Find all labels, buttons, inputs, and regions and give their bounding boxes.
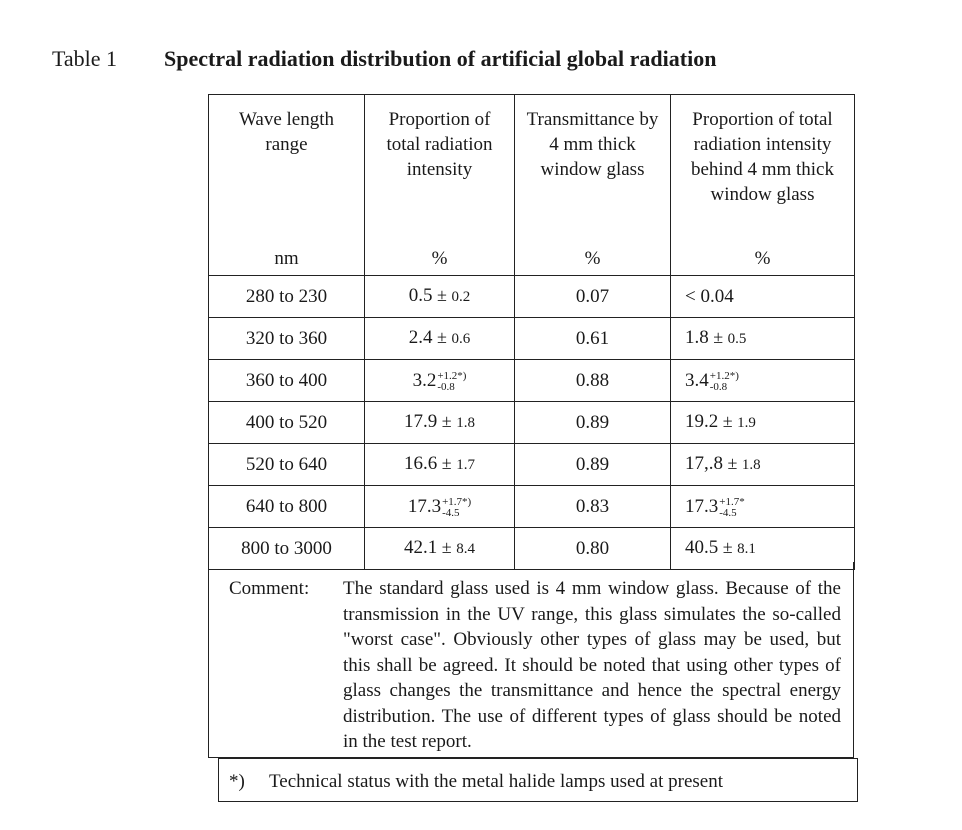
tolerance-value: 1.7 [456,457,475,473]
cell-transmittance: 0.80 [515,528,671,570]
table-row [209,276,855,318]
unit-percent: % [431,248,448,269]
value-main: 42.1 [404,537,438,558]
table-row [209,444,855,486]
plus-minus-sign: ± [432,285,452,305]
value-main: 17.3 [685,496,719,517]
col-header-transmittance: Transmittance by 4 mm thick window glass % [515,95,671,276]
tolerance-value: 8.1 [737,541,756,557]
tolerance-value: 0.5 [727,331,747,347]
cell-wavelength-range: 800 to 3000 [209,528,365,570]
plus-minus-sign: ± [718,537,738,557]
plus-minus-sign: ± [723,453,742,473]
tolerance-lower: -4.5 [719,506,737,519]
cell-proportion [365,402,515,444]
tolerance-lower: -4.5 [442,506,460,519]
value-main: 19.2 [685,411,719,432]
plus-minus-sign: ± [437,537,457,557]
cell-proportion [365,360,515,402]
col-header-proportion: Proportion of total radiation intensity % [365,95,515,276]
plus-minus-sign: ± [432,327,452,347]
unit-nm: nm [274,248,299,269]
plus-minus-tolerance [708,327,747,347]
value-main: 17.9 [404,411,438,432]
plus-minus-tolerance [437,411,475,431]
plus-minus-sign: ± [437,453,457,473]
tolerance-lower: -0.8 [709,380,728,393]
tolerance-upper: +1.7*) [442,495,472,508]
table-title: Spectral radiation distribution of artificial global radiation [164,46,717,71]
cell-proportion-behind [671,486,855,528]
plus-minus-sign: ± [708,327,728,347]
header-row [209,95,855,276]
cell-proportion [365,486,515,528]
cell-proportion [365,318,515,360]
table-row [209,318,855,360]
cell-wavelength-range: 640 to 800 [209,486,365,528]
tolerance-value: 0.2 [451,289,471,305]
cell-wavelength-range: 320 to 360 [209,318,365,360]
footnote-mark: *) [229,771,245,792]
cell-proportion-behind [671,276,855,318]
tolerance-upper: +1.2*) [437,369,467,382]
cell-transmittance: 0.89 [515,402,671,444]
cell-proportion-behind [671,318,855,360]
spectral-table [208,94,855,570]
col-header-wavelength: Wave length range nm [209,95,365,276]
cell-transmittance: 0.89 [515,444,671,486]
tolerance-value: 1.8 [456,415,475,431]
tolerance-value: 0.6 [451,331,471,347]
cell-wavelength-range: 360 to 400 [209,360,365,402]
cell-proportion-behind [671,360,855,402]
unit-percent: % [754,248,771,269]
asymmetric-tolerance [437,371,466,393]
value-main: 1.8 [685,327,709,348]
cell-transmittance: 0.61 [515,318,671,360]
plus-minus-tolerance [432,285,471,305]
comment-label: Comment: [229,578,310,599]
plus-minus-tolerance [723,453,761,473]
table-caption [52,46,716,72]
plus-minus-tolerance [718,411,756,431]
table-row [209,360,855,402]
asymmetric-tolerance [442,497,471,519]
cell-transmittance: 0.07 [515,276,671,318]
cell-proportion [365,444,515,486]
tolerance-lower: -0.8 [437,380,455,393]
value-main: 17,.8 [685,453,723,474]
cell-transmittance: 0.83 [515,486,671,528]
tolerance-upper: +1.7* [719,495,745,508]
cell-proportion-behind [671,402,855,444]
cell-wavelength-range: 280 to 230 [209,276,365,318]
table-number: Table 1 [52,46,118,71]
comment-text: The standard glass used is 4 mm window glass. Because of the transmission in the UV range, this glass simulates the so-called "worst case". Obviously other types of glass may be used, but this shall be agreed. It should be noted that using other types of glass changes the transmittance and hence the spectral energy distribution. The use of different types of glass should be noted in the test report. [343,578,841,752]
footnote-box [218,758,858,802]
unit-percent: % [584,248,601,269]
asymmetric-tolerance [710,371,739,393]
plus-minus-tolerance [437,453,475,473]
plus-minus-tolerance [432,327,471,347]
tolerance-value: 8.4 [456,541,475,557]
plus-minus-sign: ± [437,411,457,431]
cell-wavelength-range: 400 to 520 [209,402,365,444]
plus-minus-sign: ± [718,411,738,431]
tolerance-value: 1.9 [737,415,756,431]
tolerance-value: 1.8 [741,457,761,473]
value-main: 3.2 [412,370,437,391]
cell-proportion-behind [671,444,855,486]
plus-minus-tolerance [437,537,475,557]
footnote-text: Technical status with the metal halide lamps used at present [269,771,724,792]
value-text: < 0.04 [685,286,734,307]
cell-transmittance: 0.88 [515,360,671,402]
value-main: 2.4 [408,327,433,348]
value-main: 17.3 [407,496,442,517]
cell-proportion [365,276,515,318]
cell-wavelength-range: 520 to 640 [209,444,365,486]
comment-box [208,562,854,758]
tolerance-upper: +1.2*) [709,369,739,382]
table-row [209,402,855,444]
value-main: 16.6 [404,453,438,474]
value-main: 0.5 [408,285,433,306]
col-header-proportion-behind: Proportion of total radiation intensity behind 4 mm thick window glass % [671,95,855,276]
table-row [209,486,855,528]
asymmetric-tolerance [719,497,744,519]
value-main: 3.4 [685,370,709,391]
value-main: 40.5 [685,537,719,558]
plus-minus-tolerance [718,537,756,557]
